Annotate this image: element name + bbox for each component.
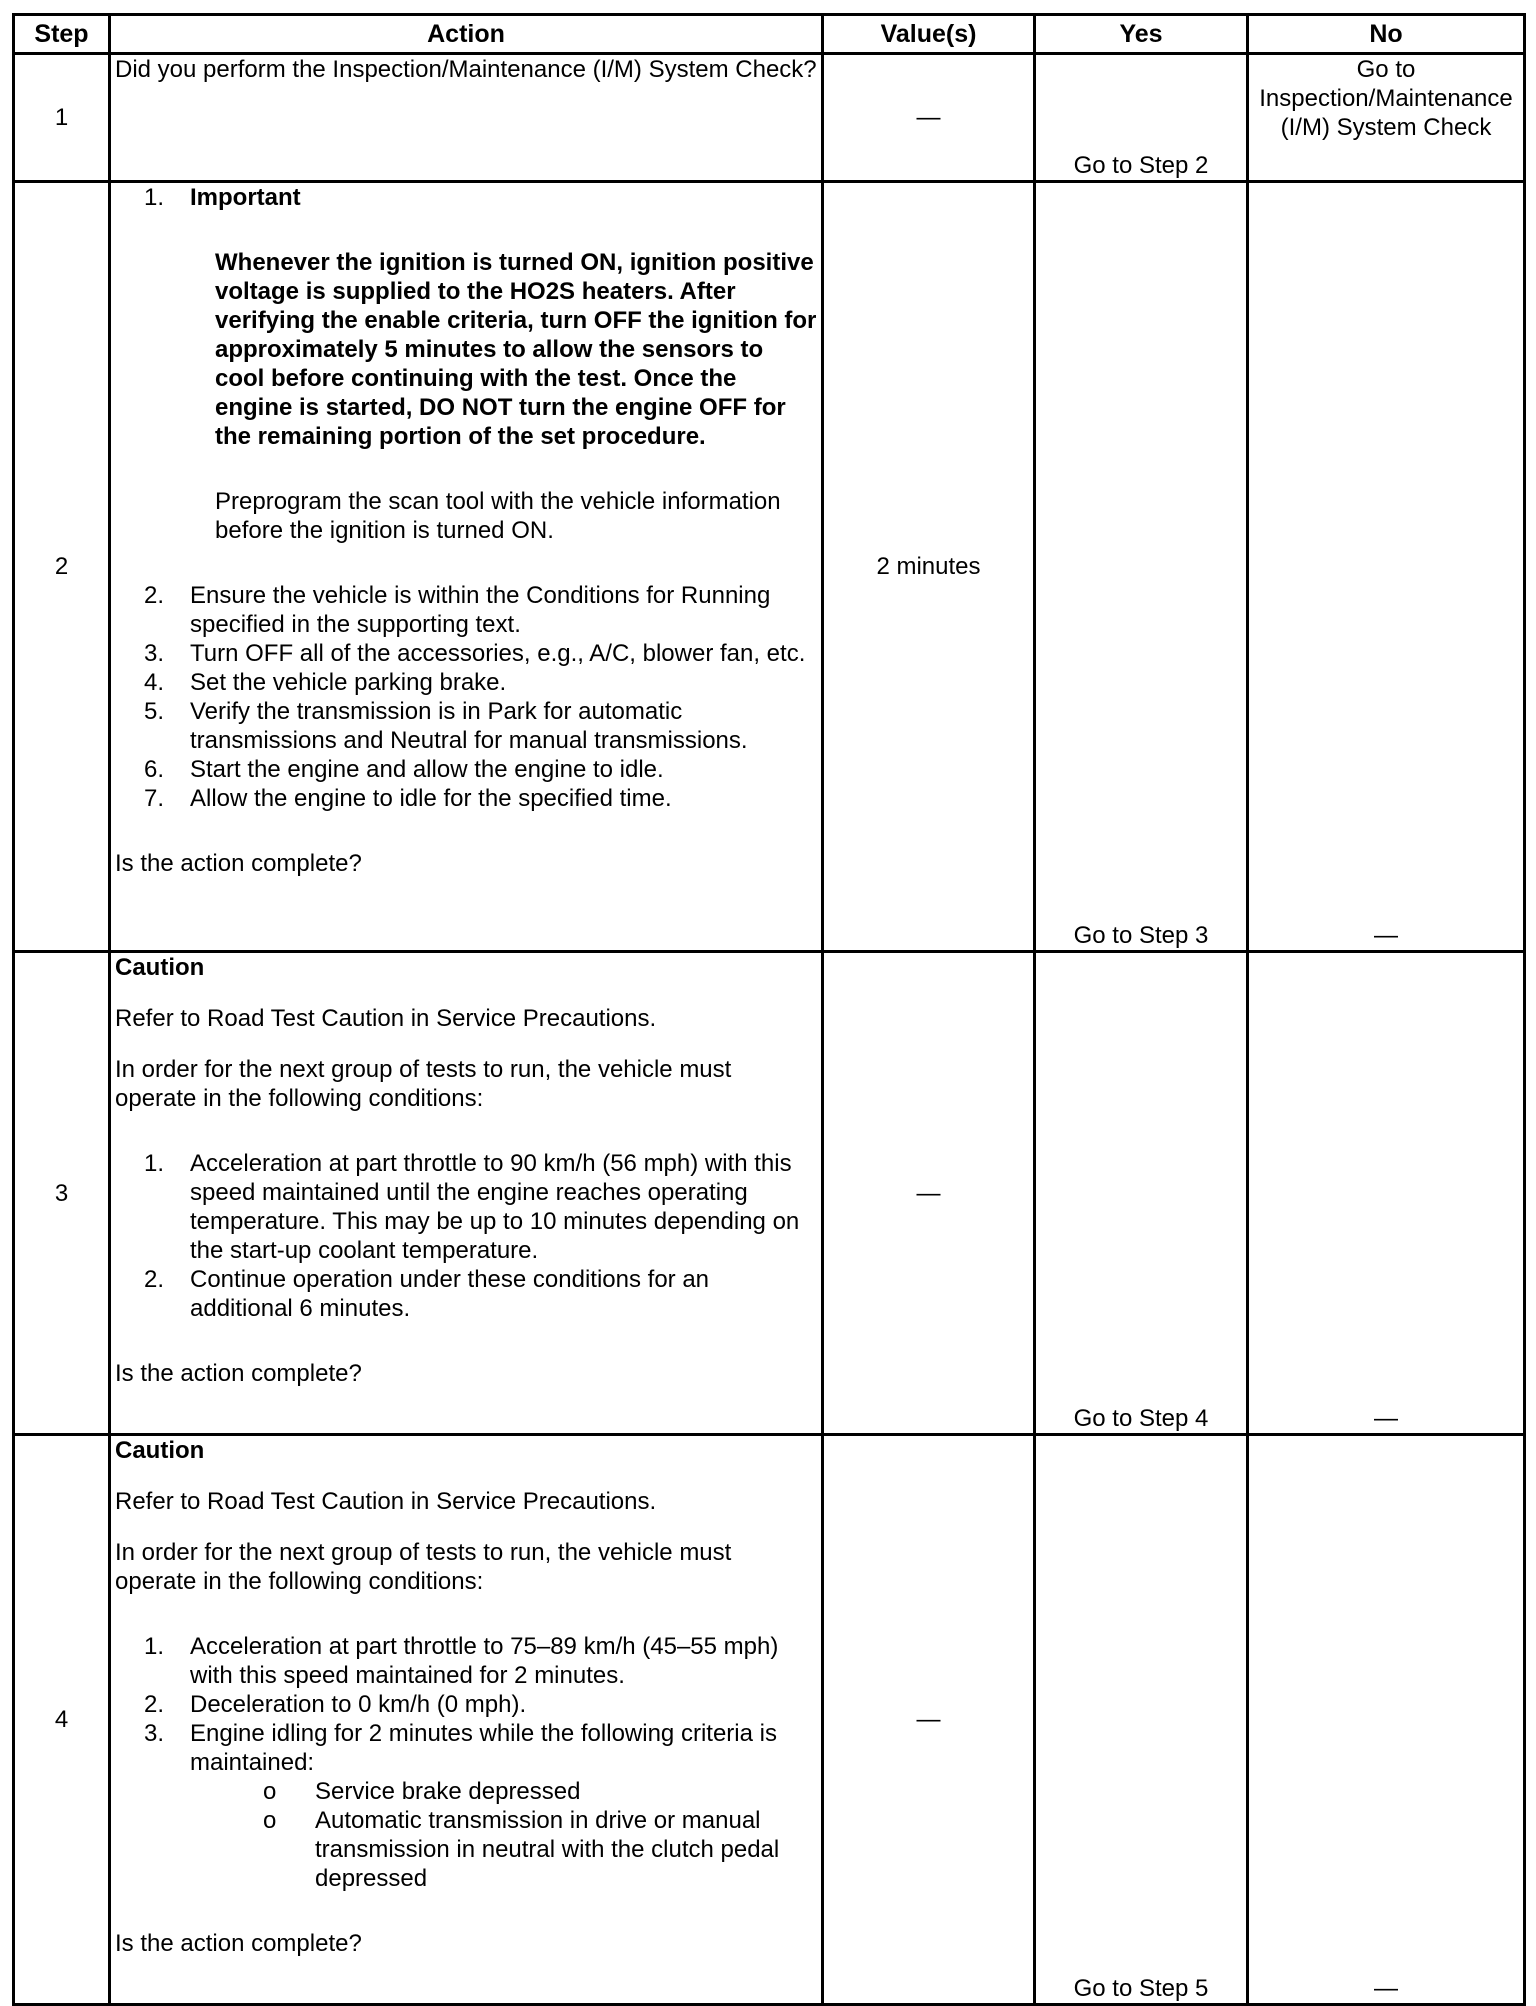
no-value: — (1248, 952, 1525, 1435)
conditions-intro: In order for the next group of tests to run, the vehicle must operate in the following conditions: (115, 1056, 732, 1112)
table-row-step-1 (14, 54, 1525, 182)
step-number: 3 (14, 952, 110, 1435)
header-values: Value(s) (823, 15, 1035, 54)
header-no: No (1248, 15, 1525, 54)
value-cell: — (823, 952, 1035, 1435)
value-cell: — (823, 1435, 1035, 2005)
list-item (115, 1690, 817, 1719)
action-cell (110, 54, 823, 182)
list-number: 3. (143, 640, 164, 667)
value-cell: 2 minutes (823, 182, 1035, 952)
caution-label: Caution (115, 1437, 205, 1464)
conditions-intro: In order for the next group of tests to run, the vehicle must operate in the following conditions: (115, 1539, 732, 1595)
yes-link[interactable]: Go to Step 2 (1035, 54, 1248, 182)
list-number: 2. (143, 1266, 164, 1293)
list-text: Turn OFF all of the accessories, e.g., A/C, blower fan, etc. (190, 640, 806, 667)
caution-label: Caution (115, 954, 205, 981)
list-number: 3. (143, 1720, 164, 1747)
action-question: Is the action complete? (115, 850, 362, 877)
list-number: 5. (143, 698, 164, 725)
header-step: Step (14, 15, 110, 54)
no-value: — (1248, 1435, 1525, 2005)
list-text: Allow the engine to idle for the specified time. (190, 785, 672, 812)
yes-link[interactable]: Go to Step 3 (1035, 182, 1248, 952)
important-text: Whenever the ignition is turned ON, ignition positive voltage is supplied to the HO2S heaters. After verifying the enable criteria, turn OFF the ignition for approximately 5 minutes to allow the sensors to cool before continuing with the test. Once the engine is started, DO NOT turn the engine OFF for the remaining portion of the set procedure. (215, 249, 817, 450)
table-row-step-3 (14, 952, 1525, 1435)
yes-link[interactable]: Go to Step 5 (1035, 1435, 1248, 2005)
list-item (115, 1149, 817, 1265)
important-label: Important (190, 184, 301, 211)
list-text: Set the vehicle parking brake. (190, 669, 507, 696)
caution-text: Refer to Road Test Caution in Service Precautions. (115, 1005, 657, 1032)
list-text: Ensure the vehicle is within the Conditions for Running specified in the supporting text. (190, 582, 771, 638)
header-action: Action (110, 15, 823, 54)
list-item (115, 1632, 817, 1690)
list-number: 7. (143, 785, 164, 812)
table-row-step-2 (14, 182, 1525, 952)
step-number: 1 (14, 54, 110, 182)
list-item (115, 668, 817, 697)
no-link[interactable]: Go to Inspection/Maintenance (I/M) System Check (1248, 54, 1525, 182)
list-item (115, 1719, 817, 1777)
action-cell (110, 952, 823, 1435)
list-number: 4. (143, 669, 164, 696)
table-row-step-4 (14, 1435, 1525, 2005)
list-text: Deceleration to 0 km/h (0 mph). (190, 1691, 527, 1718)
action-question: Did you perform the Inspection/Maintenance (I/M) System Check? (115, 56, 817, 83)
list-item (115, 755, 817, 784)
yes-link[interactable]: Go to Step 4 (1035, 952, 1248, 1435)
sub-list-text: Service brake depressed (315, 1778, 581, 1805)
bullet-icon: o (263, 1807, 277, 1834)
step-number: 4 (14, 1435, 110, 2005)
sub-list-item (115, 1806, 817, 1893)
header-yes: Yes (1035, 15, 1248, 54)
list-number: 1. (143, 184, 164, 211)
list-item (115, 183, 817, 212)
list-item (115, 784, 817, 813)
action-cell (110, 1435, 823, 2005)
value-cell: — (823, 54, 1035, 182)
sub-list-text: Automatic transmission in drive or manual transmission in neutral with the clutch pedal depressed (315, 1807, 780, 1892)
list-item (115, 1265, 817, 1323)
list-number: 2. (143, 582, 164, 609)
list-number: 1. (143, 1150, 164, 1177)
preprogram-text: Preprogram the scan tool with the vehicle information before the ignition is turned ON. (215, 488, 781, 544)
list-text: Engine idling for 2 minutes while the following criteria is maintained: (190, 1720, 777, 1776)
list-item (115, 639, 817, 668)
list-number: 2. (143, 1691, 164, 1718)
list-text: Start the engine and allow the engine to idle. (190, 756, 664, 783)
list-text: Verify the transmission is in Park for automatic transmissions and Neutral for manual transmissions. (190, 698, 748, 754)
bullet-icon: o (263, 1778, 277, 1805)
diagnostic-table (12, 13, 1526, 2006)
action-cell (110, 182, 823, 952)
sub-list-item (115, 1777, 817, 1806)
step-number: 2 (14, 182, 110, 952)
caution-text: Refer to Road Test Caution in Service Precautions. (115, 1488, 657, 1515)
list-item (115, 581, 817, 639)
list-text: Acceleration at part throttle to 75–89 km/h (45–55 mph) with this speed maintained for 2 minutes. (190, 1633, 779, 1689)
list-text: Continue operation under these conditions for an additional 6 minutes. (190, 1266, 710, 1322)
action-question: Is the action complete? (115, 1930, 362, 1957)
header-row (14, 15, 1525, 54)
list-number: 1. (143, 1633, 164, 1660)
list-number: 6. (143, 756, 164, 783)
list-text: Acceleration at part throttle to 90 km/h (56 mph) with this speed maintained until the engine reaches operating temperature. This may be up to 10 minutes depending on the start-up coolant temperature. (190, 1150, 800, 1264)
no-value: — (1248, 182, 1525, 952)
action-question: Is the action complete? (115, 1360, 362, 1387)
list-item (115, 697, 817, 755)
